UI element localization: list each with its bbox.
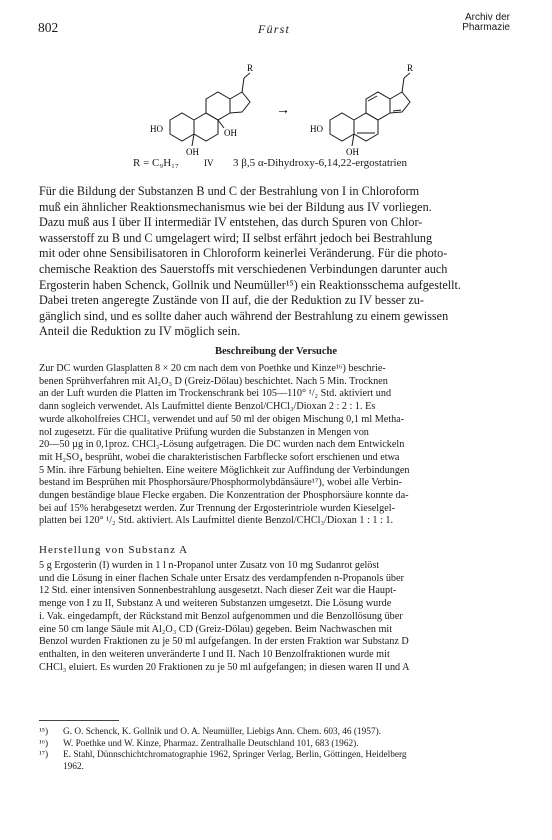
footnote-number: ¹⁷) (39, 750, 49, 760)
text-line: muß ein ähnlicher Reaktionsmechanismus wie bei der Bildung aus IV vorliegen. (39, 199, 432, 214)
text-line: benen Sprühverfahren mit Al₂O₃ D (Greiz-Dölau) beschichtet. Nach 5 Min. Trocknen (39, 375, 388, 387)
r-definition: R = C₉H₁₇ (133, 157, 179, 169)
text-line: mit H₂SO₄ besprüht, wobei die charakteristischen Farbflecke sofort erschienen und etwa (39, 451, 400, 463)
text-line: menge von I zu II, Substanz A und weiteren Substanzen umgesetzt. Die Lösung wurde (39, 598, 392, 610)
text-line: CHCl₃ eluiert. Es wurden 20 Fraktionen zu je 50 ml aufgefangen; in diesen waren II und A (39, 661, 410, 673)
reaction-scheme (150, 56, 450, 166)
text-line: Benzol wurden Fraktionen zu je 50 ml aufgefangen. In der ersten Fraktion war Substanz D (39, 636, 409, 648)
text-line: Anteil die Reduktion zu IV möglich sein. (39, 324, 241, 339)
compound-label: IV (204, 158, 214, 166)
text-line: i. Vak. eingedampft, der Rückstand mit Benzol aufgenommen und die Benzollösung über (39, 610, 403, 622)
footnote-text: G. O. Schenck, K. Gollnik und O. A. Neumüller, Liebigs Ann. Chem. 603, 46 (1957). (63, 727, 382, 737)
right-structure (330, 73, 410, 146)
text-line: nol zugesetzt. Für die qualitative Prüfung wurden die Substanzen in Mengen von (39, 426, 369, 438)
running-author: Fürst (258, 22, 291, 36)
footnote-text-continued: 1962. (63, 761, 84, 772)
footnotes (39, 727, 515, 773)
journal-name-line2: Pharmazie (462, 22, 510, 33)
text-line: Ergosterin haben Schenck, Gollnik und Neumüller¹⁵) ein Reaktionsschema aufgestellt. (39, 277, 461, 292)
text-line: bei auf 15% herabgesetzt werden. Zur Trennung der Ergosterintriole wurden Kieselgel- (39, 502, 395, 514)
right-r-label: R (407, 63, 414, 73)
right-oh-label: OH (346, 147, 359, 157)
footnote-text: E. Stahl, Dünnschichtchromatographie 1962, Springer Verlag, Berlin, Göttingen, Heidelberg (63, 750, 407, 760)
text-line: mit oder ohne Sensibilisatoren in Chloroform keinerlei Veränderung. Für die photo- (39, 246, 448, 261)
text-line: 5 Min. ihre Färbung behielten. Eine weitere Möglichkeit zur Auffindung der Verbindungen (39, 464, 410, 476)
text-line: Für die Bildung der Substanzen B und C der Bestrahlung von I in Chloroform (39, 184, 420, 198)
text-line: bestand im Besprühen mit Phosphorsäure/Phosphormolybdänsäure¹⁷), wobei alle Verbin- (39, 477, 402, 489)
footnote-divider (39, 720, 119, 721)
journal-name-line1: Archiv der (464, 12, 510, 23)
text-line: 12 Std. einer intensiven Sonnenbestrahlung ausgesetzt. Nach dieser Zeit war die Haupt- (39, 585, 397, 597)
text-line: 5 g Ergosterin (I) wurden in 1 l n-Propanol unter Zusatz von 10 mg Sudanrot gelöst (39, 560, 380, 571)
paragraph-preparation (39, 560, 515, 674)
left-structure (170, 73, 250, 146)
footnote (39, 750, 515, 773)
text-line: chemische Reaktion des Sauerstoffs mit verschiedenen Verbindungen darunter auch (39, 261, 448, 276)
footnote-number: ¹⁶) (39, 738, 49, 749)
left-ho-label: HO (150, 124, 163, 134)
left-oh-top: OH (224, 128, 237, 138)
right-ho-label: HO (310, 124, 323, 134)
paragraph-discussion (39, 184, 515, 340)
paragraph-methods (39, 363, 515, 528)
compound-name: 3 β,5 α-Dihydroxy-6,14,22-ergostatrien (233, 157, 407, 169)
page-number: 802 (38, 20, 59, 35)
subheading: Herstellung von Substanz A (39, 544, 189, 556)
footnote-number: ¹⁵) (39, 727, 49, 737)
text-line: und die Lösung in einer flachen Schale unter Ersatz des verdampfenden n-Propanols über (39, 572, 404, 584)
left-r-label: R (247, 63, 254, 73)
text-line: wasserstoff zu B und C umgelagert wird; II selbst erfährt jedoch bei Bestrahlung (39, 230, 433, 245)
text-line: enthalten, in den weiteren unveränderte I und II. Nach 10 Benzolfraktionen wurde mit (39, 648, 390, 660)
footnote-text: W. Poethke und W. Kinze, Pharmaz. Zentralhalle Deutschland 101, 683 (1962). (63, 738, 359, 749)
text-line: Zur DC wurden Glasplatten 8 × 20 cm nach dem von Poethke und Kinze¹⁶) beschrie- (39, 363, 386, 374)
text-line: 20—50 µg in 0,1proz. CHCl₃-Lösung aufgetragen. Die DC wurden nach dem Entwickeln (39, 439, 405, 451)
text-line: dann sogleich verwendet. Als Laufmittel diente Benzol/CHCl₃/Dioxan 2 : 2 : 1. Es (39, 401, 376, 413)
text-line: dungen beständige blaue Flecke ergaben. Die Konzentration der Phosphorsäure konnte da- (39, 490, 409, 502)
journal-name (462, 13, 510, 33)
reaction-arrow: → (276, 103, 290, 118)
text-line: platten bei 120° ¹/₂ Std. aktiviert. Als Laufmittel diente Benzol/CHCl₃/Dioxan 1 : 1 : 1. (39, 515, 394, 527)
text-line: wurde alkoholfreies CHCl₃ verwendet und auf 50 ml der obigen Mischung 0,1 ml Metha- (39, 413, 405, 425)
text-line: Dazu muß aus I über II intermediär IV entstehen, das durch Spuren von Chlor- (39, 215, 423, 230)
text-line: eine 50 cm lange Säule mit Al₂O₃ CD (Greiz-Dölau) gegeben. Beim Nachwaschen mit (39, 623, 393, 635)
footnote (39, 727, 515, 739)
left-oh-bottom: OH (186, 147, 199, 157)
section-title: Beschreibung der Versuche (214, 346, 338, 357)
footnote (39, 739, 515, 751)
text-line: an der Luft wurden die Platten im Trockenschrank bei 105—110° ¹/₂ Std. aktiviert und (39, 388, 392, 400)
text-line: gänglich sind, und es sollte daher auch während der Bestrahlung zu einem gewissen (39, 308, 449, 323)
text-line: Dabei treten angeregte Zustände von II auf, die der Reduktion zu IV besser zu- (39, 293, 424, 308)
